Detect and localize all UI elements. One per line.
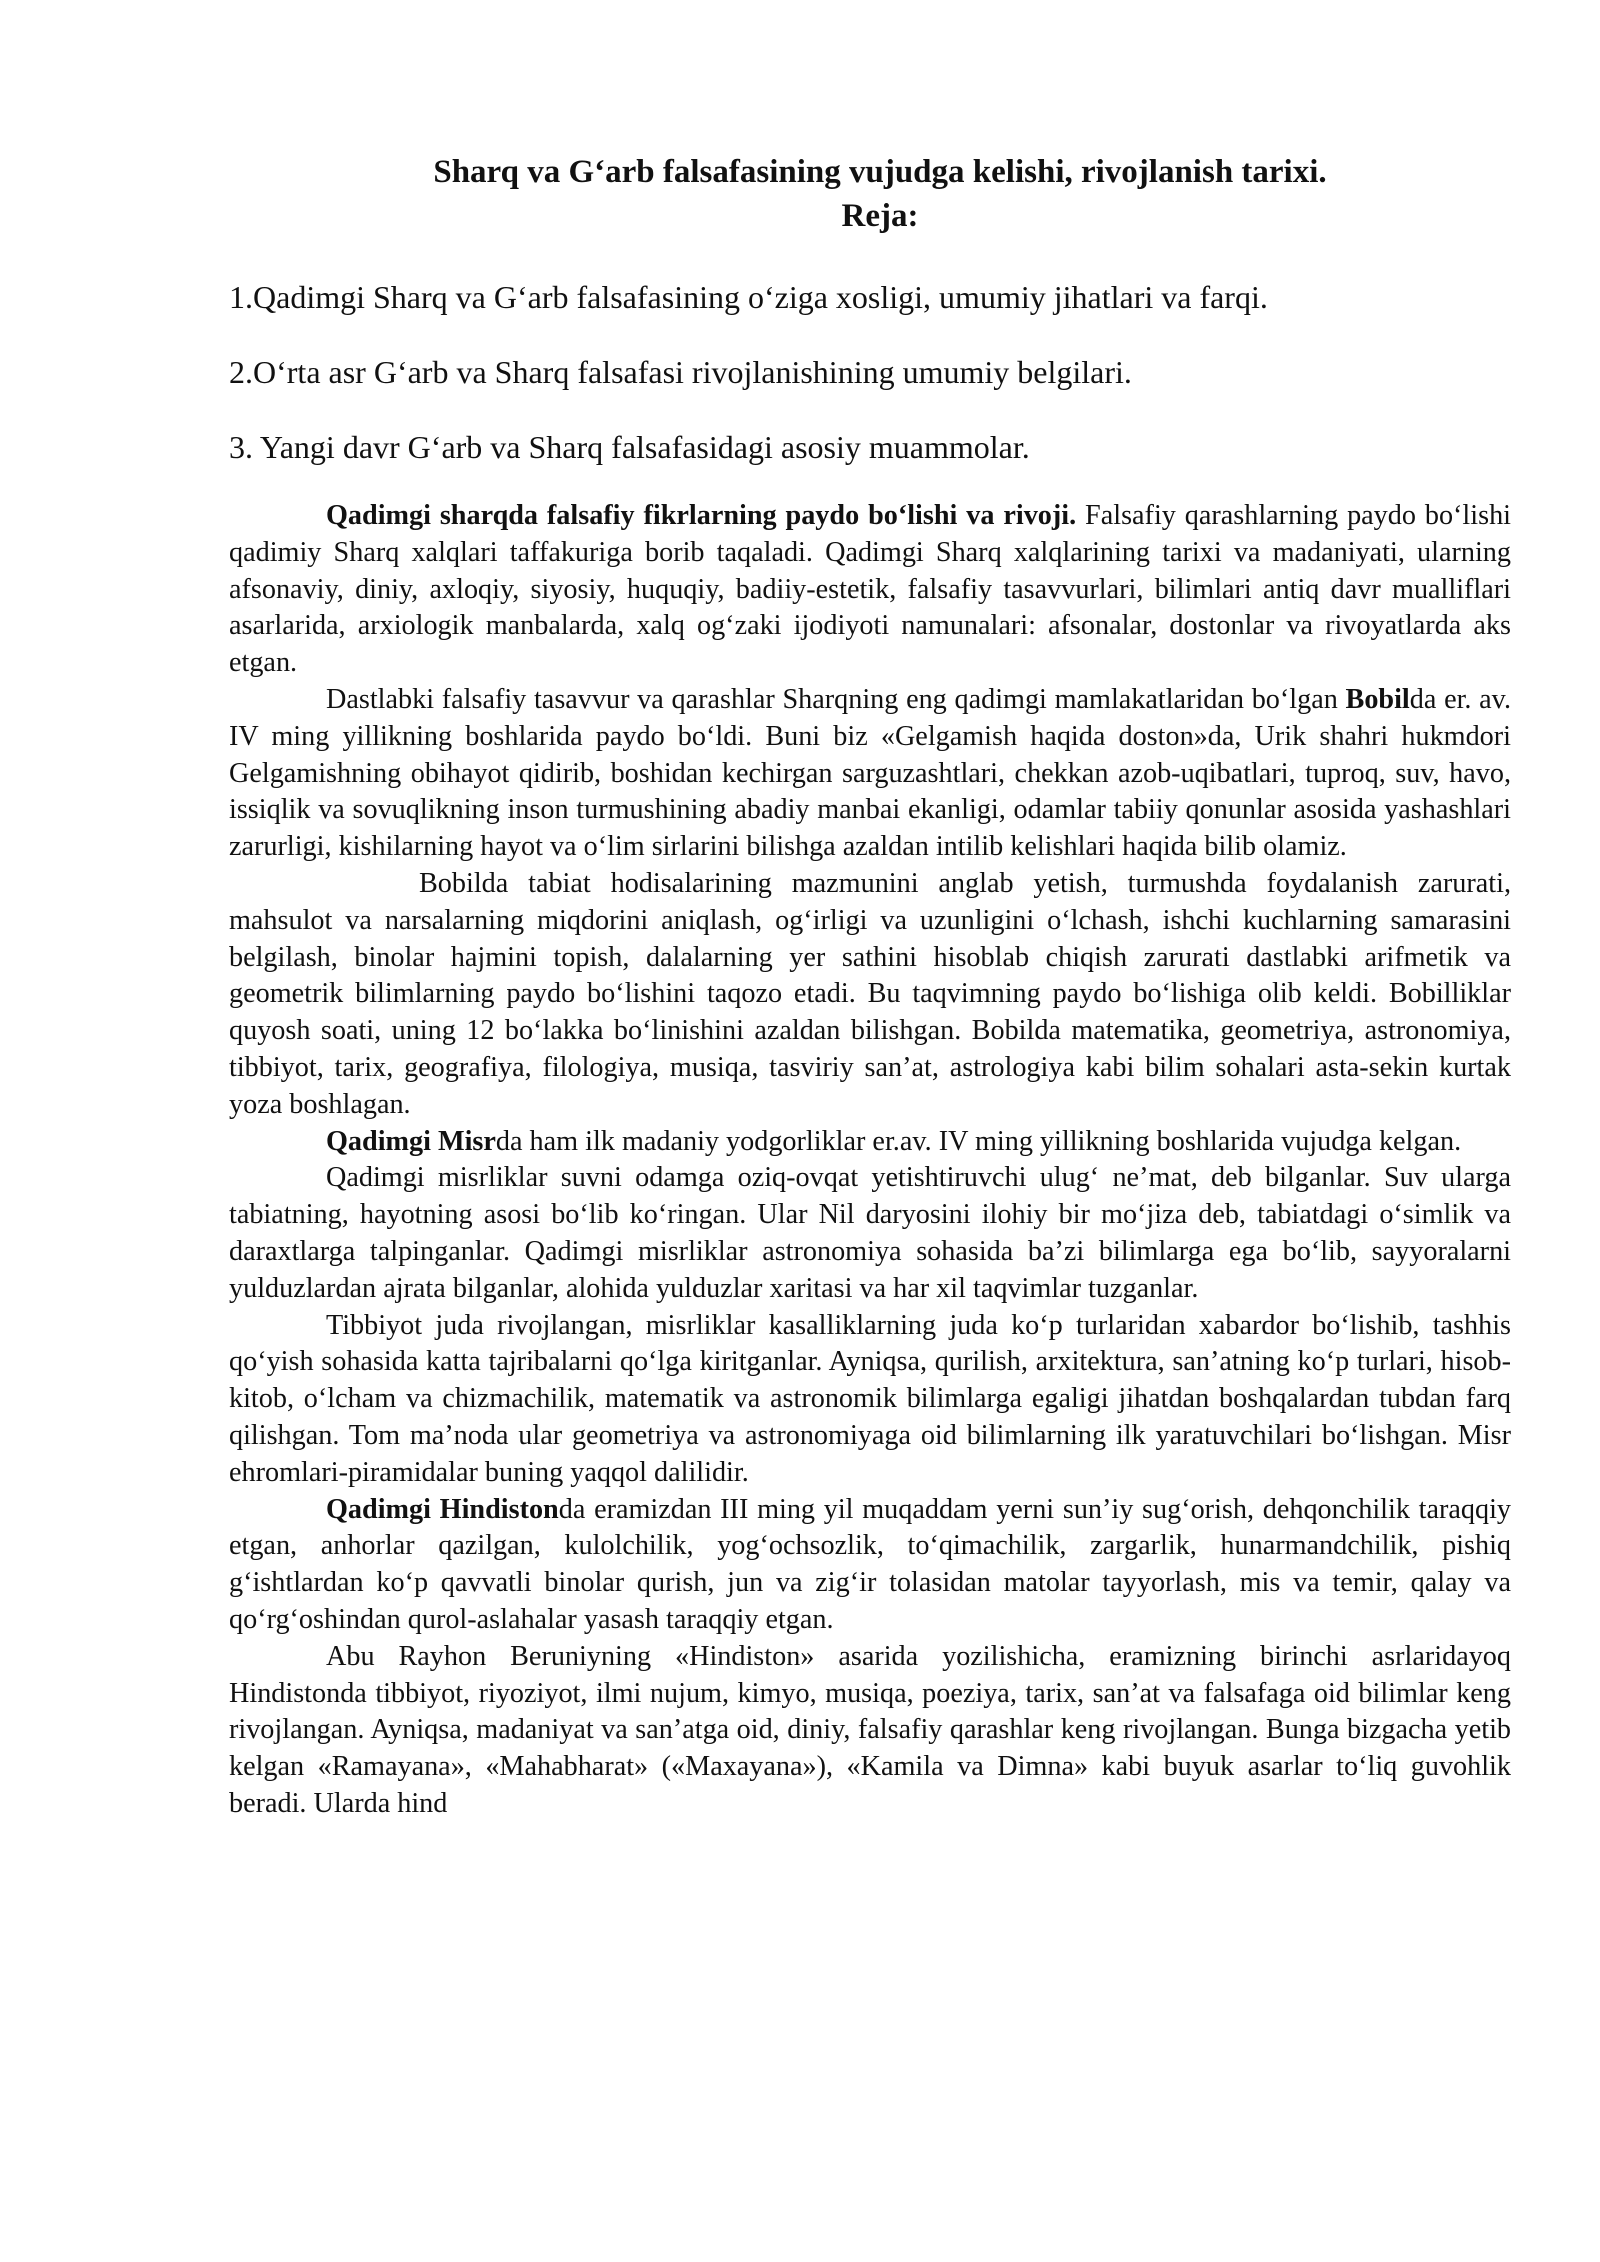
paragraph-3 — [229, 866, 1511, 1124]
paragraph-6 — [229, 1308, 1511, 1492]
title-block — [260, 150, 1500, 238]
paragraph-7 — [229, 1492, 1511, 1639]
paragraph-7-text: da eramizdan III ming yil muqaddam yerni sun’iy sug‘orish, dehqonchilik taraqqiy etgan, anhorlar qazilgan, kulolchilik, yog‘ochsozlik, to‘qimachilik, zargarlik, hunarmandchilik, pishiq g‘ishtlardan ko‘p qavvatli binolar qurish, jun va zig‘ir tolasidan matolar tayyorlash, mis va temir, qalay va qo‘rg‘oshindan qurol-aslahalar yasash taraqqiy etgan. — [229, 1493, 1511, 1635]
plan-item-2: 2.O‘rta asr G‘arb va Sharq falsafasi rivojlanishining umumiy belgilari. — [229, 354, 1132, 390]
paragraph-6-text: Tibbiyot juda rivojlangan, misrliklar kasalliklarning juda ko‘p turlaridan xabardor bo‘lishib, tashhis qo‘yish sohasida katta tajribalarni qo‘lga kiritganlar. Ayniqsa, qurilish, arxitektura, san’atning ko‘p turlari, hisob-kitob, o‘lcham va chizmachilik, matematik va astronomik bilimlarga egaligi jihatdan boshqalardan tubdan farq qilishgan. Tom ma’noda ular geometriya va astronomiyaga oid bilimlarning ilk yaratuvchilari bo‘lishgan. Misr ehromlari-piramidalar buning yaqqol dalilidir. — [229, 1309, 1511, 1488]
plan-item-3: 3. Yangi davr G‘arb va Sharq falsafasidagi asosiy muammolar. — [229, 429, 1030, 465]
plan-heading: Reja: — [841, 198, 919, 234]
paragraph-1 — [229, 498, 1511, 682]
paragraph-8 — [229, 1639, 1511, 1823]
page-title: Sharq va G‘arb falsafasining vujudga kelishi, rivojlanish tarixi. — [433, 154, 1327, 190]
paragraph-8-text: Abu Rayhon Beruniyning «Hindiston» asarida yozilishicha, eramizning birinchi asrlaridayoq Hindistonda tibbiyot, riyoziyot, ilmi nujum, kimyo, musiqa, poeziya, tarix, san’at va falsafaga oid bilimlar keng rivojlangan. Ayniqsa, madaniyat va san’atga oid, diniy, falsafiy qarashlar keng rivojlangan. Bunga bizgacha yetib kelgan «Ramayana», «Mahabharat» («Maxayana»), «Kamila va Dimna» kabi buyuk asarlar to‘liq guvohlik beradi. Ularda hind — [229, 1640, 1511, 1819]
paragraph-4-keyword: Qadimgi Misr — [326, 1125, 496, 1157]
paragraph-4 — [229, 1124, 1511, 1161]
paragraph-4-text: da ham ilk madaniy yodgorliklar er.av. IV ming yillikning boshlarida vujudga kelgan. — [495, 1125, 1462, 1157]
paragraph-5 — [229, 1160, 1511, 1307]
paragraph-2-text: da er. av. IV ming yillikning boshlarida paydo bo‘ldi. Buni biz «Gelgamish haqida doston»da, Urik shahri hukmdori Gelgamishning obihayot qidirib, boshidan kechirgan sarguzashtlari, chekkan azob-uqibatlari, tuproq, suv, havo, issiqlik va sovuqlikning inson turmushining abadiy manbai ekanligi, odamlar tabiiy qonunlar asosida yashashlari zarurligi, kishilarning hayot va o‘lim sirlarini bilishga azaldan intilib kelishlari haqida bilib olamiz. — [229, 683, 1511, 863]
body-text — [229, 498, 1511, 1823]
paragraph-7-keyword: Qadimgi Hindiston — [326, 1493, 559, 1525]
paragraph-2-lead: Dastlabki falsafiy tasavvur va qarashlar Sharqning eng qadimgi mamlakatlaridan bo‘lgan — [326, 683, 1346, 715]
paragraph-2 — [229, 682, 1511, 866]
paragraph-1-text: Falsafiy qarashlarning paydo bo‘lishi qadimiy Sharq xalqlari taffakuriga borib taqaladi. Qadimgi Sharq xalqlarining tarixi va madaniyati, ularning afsonaviy, diniy, axloqiy, siyosiy, huquqiy, badiiy-estetik, falsafiy tasavvurlari, bilimlari antiq davr mualliflari asarlarida, arxiologik manbalarda, xalq og‘zaki ijodiyoti namunalari: afsonalar, dostonlar va rivoyatlarda aks etgan. — [229, 500, 1511, 679]
plan-item-1: 1.Qadimgi Sharq va G‘arb falsafasining o‘ziga xosligi, umumiy jihatlari va farqi. — [229, 279, 1268, 315]
paragraph-1-heading: Qadimgi sharqda falsafiy fikrlarning paydo bo‘lishi va rivoji. — [326, 500, 1077, 531]
paragraph-3-text: Bobilda tabiat hodisalarining mazmunini anglab yetish, turmushda foydalanish zarurati, mahsulot va narsalarning miqdorini aniqlash, og‘irligi va uzunligini o‘lchash, ishchi kuchlarning samarasini belgilash, binolar hajmini topish, dalalarning yer sathini hisoblab chiqish zarurati dastlabki arifmetik va geometrik bilimlarning paydo bo‘lishini taqozo etadi. Bu taqvimning paydo bo‘lishiga olib keldi. Bobilliklar quyosh soati, uning 12 bo‘lakka bo‘linishini azaldan bilishgan. Bobilda matematika, geometriya, astronomiya, tibbiyot, tarix, geografiya, filologiya, musiqa, tasviriy san’at, astrologiya kabi bilim sohalari asta-sekin kurtak yoza boshlagan. — [229, 867, 1511, 1120]
paragraph-2-keyword: Bobil — [1345, 683, 1410, 715]
paragraph-5-text: Qadimgi misrliklar suvni odamga oziq-ovqat yetishtiruvchi ulug‘ ne’mat, deb bilganlar. Suv ularga tabiatning, hayotning asosi bo‘lib ko‘ringan. Ular Nil daryosini ilohiy bir mo‘jiza deb, tabiatdagi o‘simlik va daraxtlarga talpinganlar. Qadimgi misrliklar astronomiya sohasida ba’zi bilimlarga ega bo‘lib, sayyoralarni yulduzlardan ajrata bilganlar, alohida yulduzlar xaritasi va har xil taqvimlar tuzganlar. — [229, 1162, 1511, 1304]
